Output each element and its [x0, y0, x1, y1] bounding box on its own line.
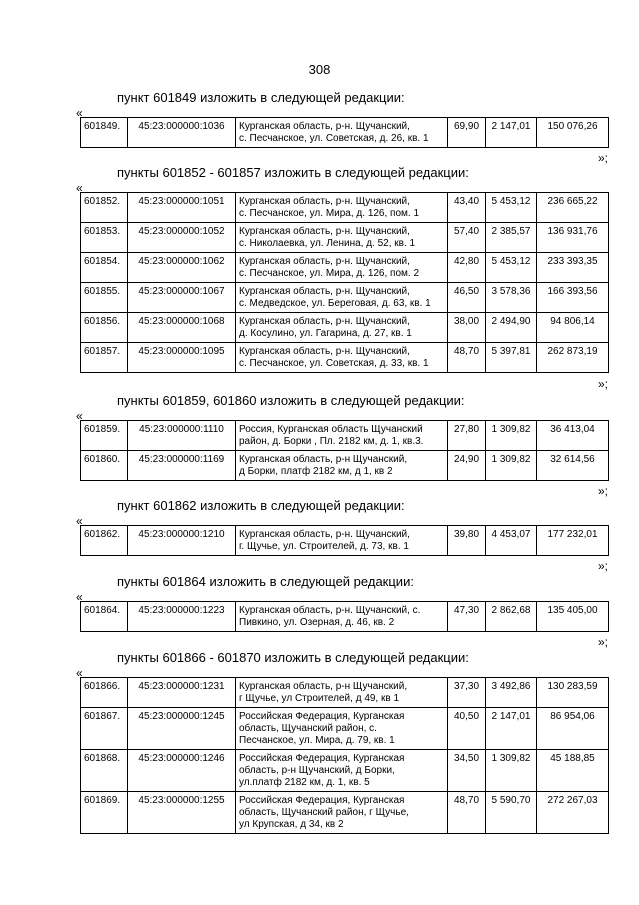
- address-line: Российская Федерация, Курганская: [239, 795, 405, 806]
- quote-open-mark: «: [76, 514, 83, 528]
- quote-open-mark: «: [76, 409, 83, 423]
- cadastral-number-cell: 45:23:000000:1062: [128, 253, 236, 283]
- cadastral-number-cell: 45:23:000000:1245: [128, 708, 236, 750]
- unit-price-cell: 1 309,82: [486, 750, 537, 792]
- address-line: с. Песчанское, ул. Мира, д. 126, пом. 2: [239, 268, 420, 279]
- address-line: область, Щучанский район, с.: [239, 723, 377, 734]
- area-cell: 46,50: [448, 283, 486, 313]
- address-cell: [236, 343, 448, 373]
- area-cell: 39,80: [448, 526, 486, 556]
- unit-price-cell: 4 453,07: [486, 526, 537, 556]
- total-value-cell: 272 267,03: [537, 792, 609, 834]
- item-number-cell: 601869.: [81, 792, 128, 834]
- area-cell: 37,30: [448, 678, 486, 708]
- item-number-cell: 601852.: [81, 193, 128, 223]
- quote-close-mark: »;: [598, 484, 609, 498]
- table-row: [81, 678, 609, 708]
- area-cell: 48,70: [448, 343, 486, 373]
- cadastral-number-cell: 45:23:000000:1051: [128, 193, 236, 223]
- page-number: 308: [308, 62, 331, 77]
- unit-price-cell: 5 453,12: [486, 253, 537, 283]
- address-cell: [236, 313, 448, 343]
- item-number-cell: 601854.: [81, 253, 128, 283]
- table-row: [81, 118, 609, 148]
- address-line: с. Песчанское, ул. Мира, д. 126, пом. 1: [239, 208, 420, 219]
- total-value-cell: 32 614,56: [537, 451, 609, 481]
- area-cell: 34,50: [448, 750, 486, 792]
- item-number-cell: 601849.: [81, 118, 128, 148]
- area-cell: 48,70: [448, 792, 486, 834]
- unit-price-cell: 5 397,81: [486, 343, 537, 373]
- section-heading: пункты 601864 изложить в следующей редакции:: [117, 574, 414, 589]
- area-cell: 57,40: [448, 223, 486, 253]
- cadastral-number-cell: 45:23:000000:1068: [128, 313, 236, 343]
- cadastral-number-cell: 45:23:000000:1036: [128, 118, 236, 148]
- item-number-cell: 601855.: [81, 283, 128, 313]
- address-line: Курганская область, р-н Щучанский,: [239, 454, 408, 465]
- address-line: Курганская область, р-н. Щучанский,: [239, 286, 410, 297]
- address-line: ул Крупская, д 34, кв 2: [239, 819, 344, 830]
- address-cell: [236, 526, 448, 556]
- cadastral-number-cell: 45:23:000000:1210: [128, 526, 236, 556]
- section-heading: пункт 601849 изложить в следующей редакции:: [117, 90, 405, 105]
- total-value-cell: 236 665,22: [537, 193, 609, 223]
- total-value-cell: 262 873,19: [537, 343, 609, 373]
- cadastral-number-cell: 45:23:000000:1110: [128, 421, 236, 451]
- records-table: [80, 420, 609, 481]
- quote-open-mark: «: [76, 181, 83, 195]
- section-heading: пункт 601862 изложить в следующей редакции:: [117, 498, 405, 513]
- address-line: район, д. Борки , Пл. 2182 км, д. 1, кв.3.: [239, 436, 424, 447]
- item-number-cell: 601862.: [81, 526, 128, 556]
- unit-price-cell: 5 453,12: [486, 193, 537, 223]
- item-number-cell: 601860.: [81, 451, 128, 481]
- address-line: Курганская область, р-н. Щучанский,: [239, 316, 410, 327]
- address-cell: [236, 602, 448, 632]
- total-value-cell: 45 188,85: [537, 750, 609, 792]
- address-cell: [236, 708, 448, 750]
- cadastral-number-cell: 45:23:000000:1255: [128, 792, 236, 834]
- quote-open-mark: «: [76, 590, 83, 604]
- address-line: Пивкино, ул. Озерная, д. 46, кв. 2: [239, 617, 395, 628]
- address-line: Российская Федерация, Курганская: [239, 711, 405, 722]
- quote-close-mark: »;: [598, 377, 609, 391]
- table-row: [81, 708, 609, 750]
- cadastral-number-cell: 45:23:000000:1169: [128, 451, 236, 481]
- address-line: Курганская область, р-н. Щучанский,: [239, 529, 410, 540]
- address-line: Курганская область, р-н. Щучанский,: [239, 121, 410, 132]
- item-number-cell: 601853.: [81, 223, 128, 253]
- address-line: д. Косулино, ул. Гагарина, д. 27, кв. 1: [239, 328, 412, 339]
- area-cell: 24,90: [448, 451, 486, 481]
- address-cell: [236, 283, 448, 313]
- cadastral-number-cell: 45:23:000000:1231: [128, 678, 236, 708]
- table-row: [81, 421, 609, 451]
- unit-price-cell: 2 385,57: [486, 223, 537, 253]
- address-line: Песчанское, ул. Мира, д. 79, кв. 1: [239, 735, 395, 746]
- address-cell: [236, 421, 448, 451]
- address-cell: [236, 451, 448, 481]
- cadastral-number-cell: 45:23:000000:1223: [128, 602, 236, 632]
- address-cell: [236, 750, 448, 792]
- total-value-cell: 94 806,14: [537, 313, 609, 343]
- section-heading: пункты 601866 - 601870 изложить в следующей редакции:: [117, 650, 469, 665]
- area-cell: 40,50: [448, 708, 486, 750]
- table-row: [81, 343, 609, 373]
- area-cell: 43,40: [448, 193, 486, 223]
- total-value-cell: 136 931,76: [537, 223, 609, 253]
- address-line: д Борки, платф 2182 км, д 1, кв 2: [239, 466, 393, 477]
- total-value-cell: 166 393,56: [537, 283, 609, 313]
- section-heading: пункты 601859, 601860 изложить в следующей редакции:: [117, 393, 465, 408]
- address-line: с. Николаевка, ул. Ленина, д. 52, кв. 1: [239, 238, 416, 249]
- address-cell: [236, 193, 448, 223]
- total-value-cell: 177 232,01: [537, 526, 609, 556]
- unit-price-cell: 2 862,68: [486, 602, 537, 632]
- unit-price-cell: 3 492,86: [486, 678, 537, 708]
- item-number-cell: 601857.: [81, 343, 128, 373]
- address-line: с. Песчанское, ул. Советская, д. 33, кв. 1: [239, 358, 429, 369]
- area-cell: 38,00: [448, 313, 486, 343]
- area-cell: 69,90: [448, 118, 486, 148]
- address-line: ул.платф 2182 км, д. 1, кв. 5: [239, 777, 370, 788]
- table-row: [81, 313, 609, 343]
- unit-price-cell: 2 147,01: [486, 118, 537, 148]
- records-table: [80, 117, 609, 148]
- table-row: [81, 193, 609, 223]
- address-cell: [236, 118, 448, 148]
- table-row: [81, 283, 609, 313]
- address-line: г Щучье, ул Строителей, д 49, кв 1: [239, 693, 400, 704]
- item-number-cell: 601864.: [81, 602, 128, 632]
- total-value-cell: 135 405,00: [537, 602, 609, 632]
- unit-price-cell: 1 309,82: [486, 421, 537, 451]
- address-line: Курганская область, р-н. Щучанский,: [239, 346, 410, 357]
- item-number-cell: 601866.: [81, 678, 128, 708]
- table-row: [81, 223, 609, 253]
- cadastral-number-cell: 45:23:000000:1246: [128, 750, 236, 792]
- address-line: Курганская область, р-н. Щучанский,: [239, 226, 410, 237]
- item-number-cell: 601859.: [81, 421, 128, 451]
- quote-open-mark: «: [76, 666, 83, 680]
- item-number-cell: 601856.: [81, 313, 128, 343]
- table-row: [81, 602, 609, 632]
- total-value-cell: 130 283,59: [537, 678, 609, 708]
- table-row: [81, 451, 609, 481]
- records-table: [80, 677, 609, 834]
- unit-price-cell: 2 147,01: [486, 708, 537, 750]
- area-cell: 47,30: [448, 602, 486, 632]
- area-cell: 42,80: [448, 253, 486, 283]
- unit-price-cell: 5 590,70: [486, 792, 537, 834]
- total-value-cell: 86 954,06: [537, 708, 609, 750]
- cadastral-number-cell: 45:23:000000:1052: [128, 223, 236, 253]
- item-number-cell: 601867.: [81, 708, 128, 750]
- records-table: [80, 525, 609, 556]
- quote-close-mark: »;: [598, 151, 609, 165]
- address-cell: [236, 678, 448, 708]
- address-line: область, р-н Щучанский, д Борки,: [239, 765, 395, 776]
- address-line: г. Щучье, ул. Строителей, д. 73, кв. 1: [239, 541, 409, 552]
- address-cell: [236, 792, 448, 834]
- total-value-cell: 36 413,04: [537, 421, 609, 451]
- unit-price-cell: 2 494,90: [486, 313, 537, 343]
- address-line: область, Щучанский район, г Щучье,: [239, 807, 409, 818]
- address-line: Россия, Курганская область Щучанский: [239, 424, 423, 435]
- section-heading: пункты 601852 - 601857 изложить в следующей редакции:: [117, 165, 469, 180]
- address-line: Российская Федерация, Курганская: [239, 753, 405, 764]
- quote-close-mark: »;: [598, 559, 609, 573]
- records-table: [80, 601, 609, 632]
- table-row: [81, 253, 609, 283]
- address-line: Курганская область, р-н Щучанский,: [239, 681, 408, 692]
- address-line: Курганская область, р-н. Щучанский,: [239, 196, 410, 207]
- cadastral-number-cell: 45:23:000000:1095: [128, 343, 236, 373]
- item-number-cell: 601868.: [81, 750, 128, 792]
- total-value-cell: 233 393,35: [537, 253, 609, 283]
- address-cell: [236, 253, 448, 283]
- unit-price-cell: 1 309,82: [486, 451, 537, 481]
- address-line: Курганская область, р-н. Щучанский,: [239, 256, 410, 267]
- table-row: [81, 792, 609, 834]
- area-cell: 27,80: [448, 421, 486, 451]
- address-line: с. Песчанское, ул. Советская, д. 26, кв. 1: [239, 133, 429, 144]
- unit-price-cell: 3 578,36: [486, 283, 537, 313]
- total-value-cell: 150 076,26: [537, 118, 609, 148]
- quote-open-mark: «: [76, 106, 83, 120]
- table-row: [81, 526, 609, 556]
- address-cell: [236, 223, 448, 253]
- address-line: с. Медведское, ул. Береговая, д. 63, кв. 1: [239, 298, 431, 309]
- records-table: [80, 192, 609, 373]
- table-row: [81, 750, 609, 792]
- cadastral-number-cell: 45:23:000000:1067: [128, 283, 236, 313]
- quote-close-mark: »;: [598, 635, 609, 649]
- address-line: Курганская область, р-н. Щучанский, с.: [239, 605, 421, 616]
